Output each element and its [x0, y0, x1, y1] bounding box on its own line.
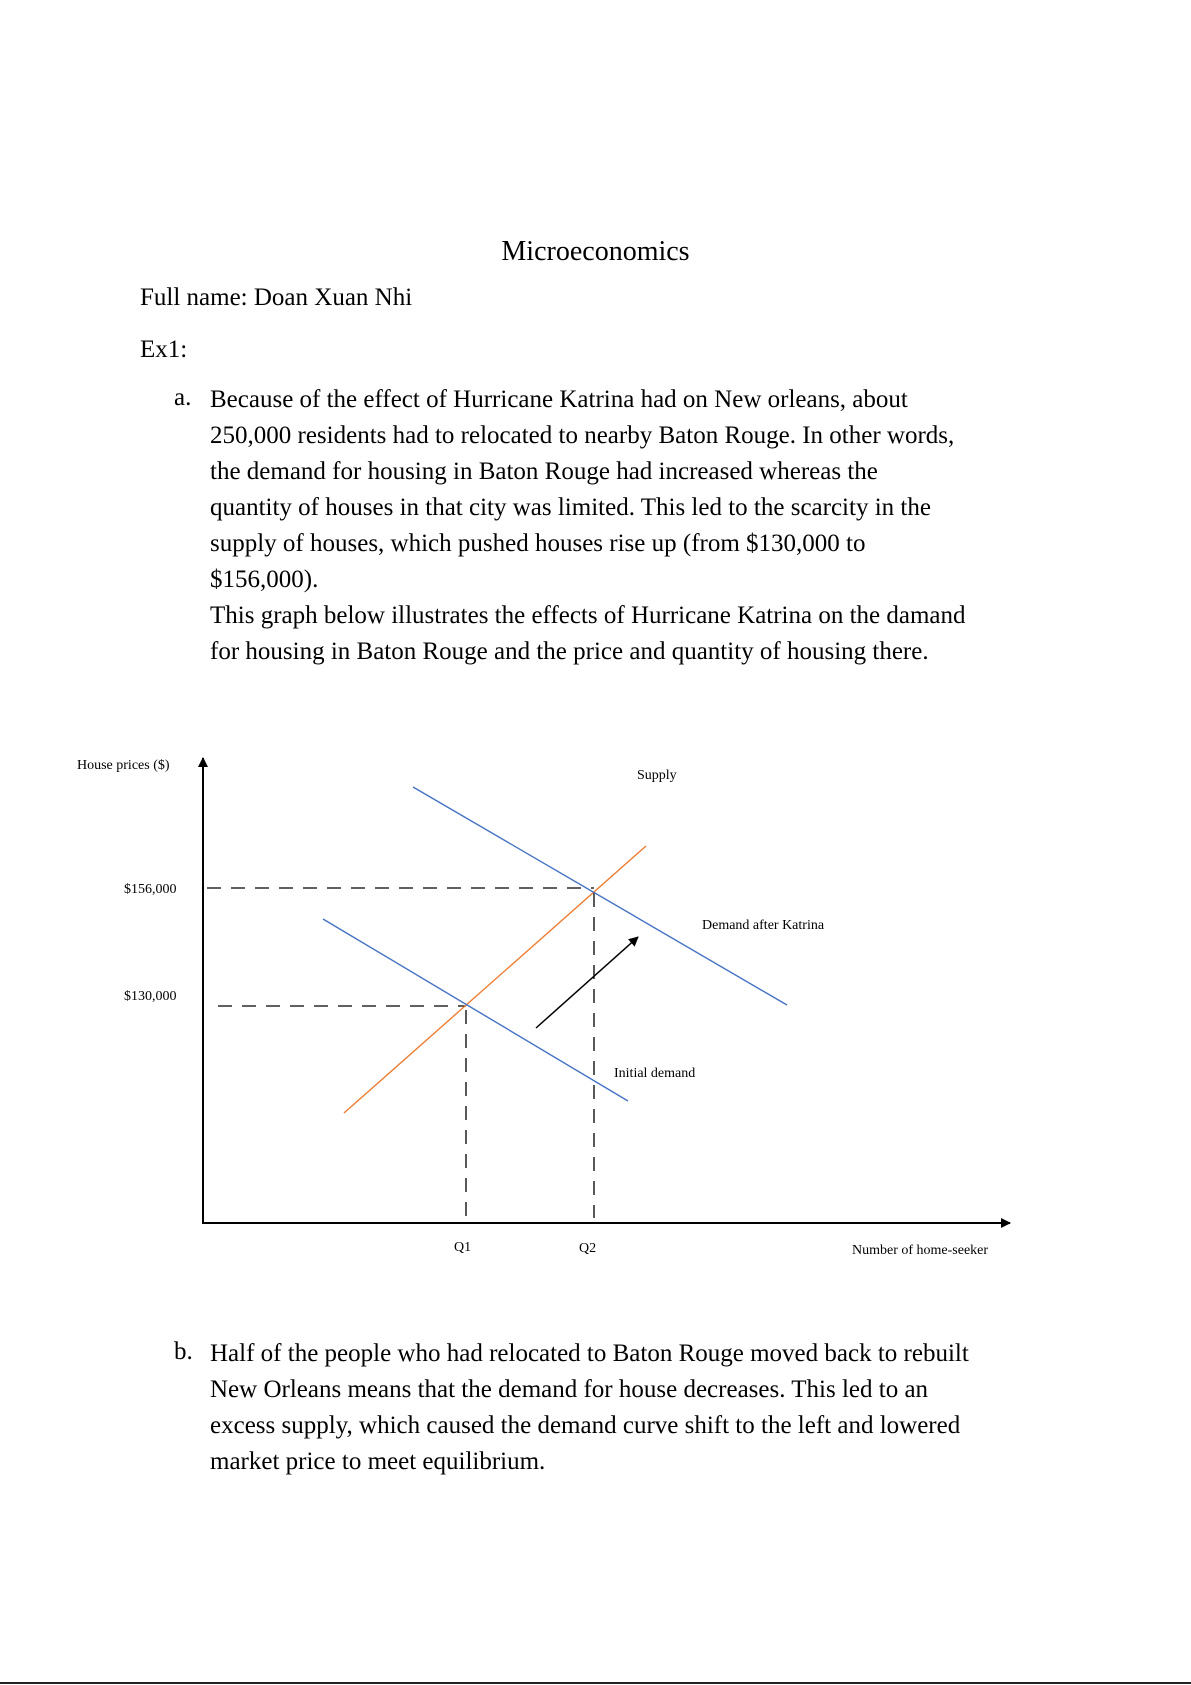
exercise-label: Ex1: [140, 336, 188, 363]
part-a-line: 250,000 residents had to relocated to nearby Baton Rouge. In other words, [210, 422, 955, 449]
y-axis-label: House prices ($) [77, 758, 170, 773]
y-tick-156000: $156,000 [124, 882, 177, 897]
x-tick-q2: Q2 [579, 1241, 597, 1256]
full-name: Full name: Doan Xuan Nhi [140, 284, 413, 311]
part-a-line: This graph below illustrates the effects of Hurricane Katrina on the damand [210, 602, 966, 629]
demand-after-katrina-curve [413, 787, 787, 1005]
part-b-line: market price to meet equilibrium. [210, 1448, 546, 1475]
part-a-marker: a. [174, 384, 192, 411]
supply-demand-chart [0, 730, 1191, 1270]
part-b-line: Half of the people who had relocated to Baton Rouge moved back to rebuilt [210, 1340, 969, 1367]
part-b-marker: b. [174, 1338, 193, 1365]
part-a-line: quantity of houses in that city was limited. This led to the scarcity in the [210, 494, 931, 521]
part-b-line: excess supply, which caused the demand curve shift to the left and lowered [210, 1412, 961, 1439]
x-tick-q1: Q1 [454, 1240, 472, 1255]
supply-curve [344, 846, 646, 1113]
page-title: Microeconomics [501, 236, 690, 267]
part-a-line: for housing in Baton Rouge and the price and quantity of housing there. [210, 638, 929, 665]
part-a-paragraph [210, 382, 1050, 670]
part-b-paragraph [210, 1336, 1050, 1480]
x-axis-label: Number of home-seeker [852, 1243, 989, 1258]
part-a-line: the demand for housing in Baton Rouge had increased whereas the [210, 458, 878, 485]
initial-demand-label: Initial demand [614, 1066, 696, 1081]
y-tick-130000: $130,000 [124, 989, 177, 1004]
part-a-line: supply of houses, which pushed houses rise up (from $130,000 to [210, 530, 866, 557]
part-a-line: $156,000). [210, 566, 319, 593]
initial-demand-curve [323, 919, 628, 1101]
part-b-line: New Orleans means that the demand for house decreases. This led to an [210, 1376, 929, 1403]
demand-shift-arrow [536, 937, 638, 1028]
page-bottom-rule [0, 1682, 1191, 1684]
demand-after-katrina-label: Demand after Katrina [702, 918, 825, 933]
supply-label: Supply [637, 768, 677, 783]
part-a-line: Because of the effect of Hurricane Katrina had on New orleans, about [210, 386, 908, 413]
